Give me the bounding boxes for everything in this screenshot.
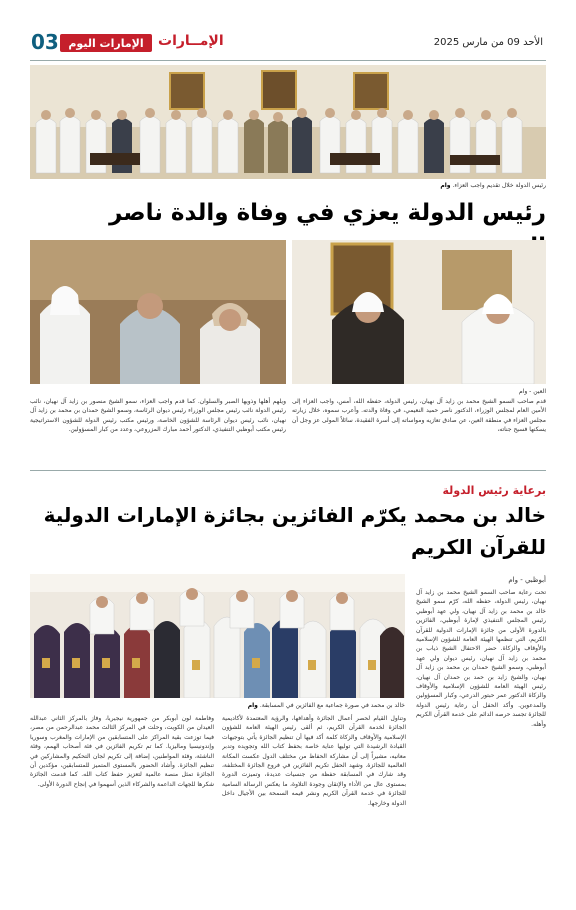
story2-column-middle: وتناول القيام لحصر أعمال الجائزة وأهدافها، والرؤية المعتمدة لأكاديمية الجائزة لخدمة القرآن الكريم، ثم ألقى رئيس الهيئة العامة للشؤون الإسلامية والأوقاف والزكاة كلمة أكد فيها أن تنظيم الجائزة يأتي بتوجيهات القيادة الرشيدة التي توليها عناية خاصة بحفظ كتاب الله وتجويده وتدبر معانيه، مشيراً إلى أن مشاركة الحفاظ من مختلف الدول عكست المكانة العالمية للجائزة. وشهد الحفل تكريم الفائزين في فروع الجائزة المختلفة، وقد شارك في المسابقة حفظة من جنسيات عديدة، وتميزت الدورة بمستوى عال من الأداء والإتقان وجودة التلاوة، ما يعكس الرسالة السامية للجائزة في خدمة القرآن الكريم ونشر قيمه السمحة بين الأجيال داخل الدولة وخارجها. — [222, 715, 406, 807]
story2-photo-caption-text: خالد بن محمد في صورة جماعية مع الفائزين في المسابقة. — [259, 702, 405, 709]
condolence-photo-right — [292, 240, 546, 384]
story2-headline-line1: خالد بن محمد يكرّم الفائزين بجائزة الإمارات الدولية — [43, 503, 546, 527]
brand-logo: الإمارات اليوم — [60, 34, 152, 52]
condolence-hall-photo — [30, 65, 546, 179]
story1-column-left: ويلهم أهلها وذويها الصبر والسلوان. كما قدم واجب العزاء، سمو الشيخ منصور بن زايد آل نهيان، نائب رئيس الدولة نائب رئيس مجلس الوزراء رئيس ديوان الرئاسة، وسمو الشيخ حمدان بن محمد بن زايد آل نهيان، نائب رئيس ديوان الرئاسة للشؤون الخاصة، ورئيس مكتب رئيس الدولة للشؤون الاستراتيجية رئيس مكتب أبوظبي التنفيذي، الدكتور أحمد مبارك المزروعي، وعدد من كبار المسؤولين. — [30, 398, 286, 434]
header-divider — [30, 60, 546, 61]
story2-photo-caption — [30, 702, 405, 709]
story2-source: أبوظبي - وام — [508, 576, 546, 584]
photo1-caption-text: رئيس الدولة خلال تقديم واجب العزاء. — [452, 182, 546, 189]
condolence-hall-illustration — [30, 65, 546, 179]
story-divider — [30, 470, 546, 471]
page-header — [0, 0, 576, 58]
section-title: الإمــارات — [158, 33, 224, 49]
photo1-caption — [440, 182, 546, 189]
page-number: 03 — [31, 30, 59, 54]
award-group-illustration — [30, 574, 405, 698]
story1-source: العين - وام — [518, 388, 546, 395]
story2-headline-line2: للقرآن الكريم — [410, 535, 546, 559]
story2-photo-credit: وام — [247, 702, 258, 709]
condolence-left-illustration — [30, 240, 286, 384]
story1-column-right: قدم صاحب السمو الشيخ محمد بن زايد آل نهيان، رئيس الدولة، حفظه الله، أمس، واجب العزاء إلى الأمين العام لمجلس الوزراء، الدكتور ناصر حميد النعيمي، في وفاة والدته. وأعرب سموه، خلال زيارته مجلس العزاء في منطقة العين، عن صادق تعازيه ومواساته إلى أسرة الفقيدة، سائلاً المولى عز وجل أن يسكنها فسيح جناته، — [292, 398, 546, 434]
story2-kicker: برعاية رئيس الدولة — [442, 484, 546, 497]
story2-column-right: تحت رعاية صاحب السمو الشيخ محمد بن زايد آل نهيان، رئيس الدولة، حفظه الله، كرّم سمو الشيخ خالد بن محمد بن زايد آل نهيان، ولي عهد أبوظبي رئيس المجلس التنفيذي لإمارة أبوظبي، الفائزين بالدورة الأولى من جائزة الإمارات الدولية للقرآن الكريم، التي تنظمها الهيئة العامة للشؤون الإسلامية والأوقاف والزكاة. حضر الاحتفال الشيخ ذياب بن محمد بن زايد آل نهيان، رئيس ديوان ولي عهد أبوظبي، وسمو الشيخ حمدان بن محمد بن زايد آل نهيان، والشيخ زايد بن حمد بن حمدان آل نهيان، رئيس الهيئة العامة للشؤون الإسلامية والأوقاف والزكاة الدكتور عمر حبتور الدرعي، وكبار المسؤولين والمدعوين. وأكد الحفل أن رعاية رئيس الدولة للجائزة تجسد حرصه الدائم على خدمة القرآن الكريم وأهله. — [416, 589, 546, 728]
story1-headline: رئيس الدولة يعزي في وفاة والدة ناصر — [109, 200, 546, 226]
story2-column-left: وفاطمة لون أبوبكر من جمهورية نيجيريا، وفاز بالمركز الثاني عبدالله العيدان من الكويت، وحلت في المركز الثالث محمد عبدالرحمن من مصر، فيما توزعت بقية المراكز على المتسابقين من الإمارات والمغرب وسوريا وإندونيسيا وماليزيا. كما تم تكريم الفائزين في فئة أصحاب الهمم، وفئة الناشئة، وفئة المواطنين، إضافة إلى تكريم لجان التحكيم والمشاركين في تنظيم الجائزة. وأشاد الحضور بالمستوى المتميز للمتسابقين، مؤكدين أن الجائزة تمثل منصة عالمية لتعزيز حفظ كتاب الله. كما قدمت الجائزة شكرها للجهات الداعمة والشركاء الذين أسهموا في إنجاح الدورة الأولى. — [30, 715, 214, 788]
award-group-photo — [30, 574, 405, 698]
condolence-right-illustration — [292, 240, 546, 384]
issue-date: الأحد 09 من مارس 2025 — [433, 37, 543, 48]
photo1-credit: وام — [440, 182, 451, 189]
condolence-photo-left — [30, 240, 286, 384]
